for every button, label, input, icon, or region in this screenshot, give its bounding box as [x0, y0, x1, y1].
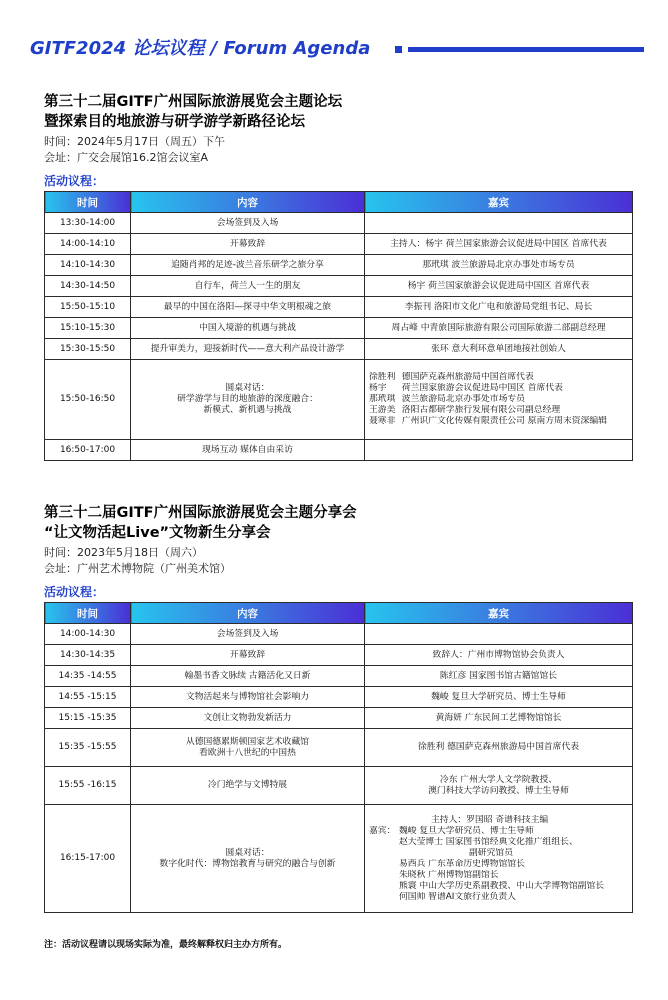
- column-header-time: 时间: [45, 603, 131, 624]
- table-row-roundtable: [45, 805, 633, 913]
- guest-line: 何国帅 智谱AI文旅行业负责人: [399, 891, 516, 902]
- table-row: [45, 729, 633, 767]
- forum-1-agenda-table: [44, 191, 633, 461]
- row-time: 15:15 -15:35: [45, 708, 131, 729]
- table-row: [45, 213, 633, 234]
- row-guests: 主持人：杨宇 荷兰国家旅游会议促进局中国区 首席代表: [365, 234, 633, 255]
- row-content: 自行车，荷兰人一生的朋友: [131, 276, 365, 297]
- guest-name: 杨宇: [369, 383, 387, 393]
- column-header-content: 内容: [131, 192, 365, 213]
- row-guests: 张环 意大利环意单团地接社创始人: [365, 339, 633, 360]
- row-content: 追随肖邦的足迹-波兰音乐研学之旅分享: [131, 255, 365, 276]
- row-time: 14:10-14:30: [45, 255, 131, 276]
- forum-1-title-line-1: 第三十二届GITF广州国际旅游展览会主题论坛: [44, 94, 343, 110]
- guest-line: 冷东 广州大学人文学院教授、: [439, 774, 558, 785]
- row-time: 13:30-14:00: [45, 213, 131, 234]
- guest-name: 聂寒非: [369, 416, 396, 426]
- row-guests: 那玳琪 波兰旅游局北京办事处市场专员: [365, 255, 633, 276]
- column-header-content: 内容: [131, 603, 365, 624]
- row-guests: 陈红彦 国家图书馆古籍馆馆长: [365, 666, 633, 687]
- content-line: 圆桌对话：: [225, 383, 270, 393]
- row-content: 开幕致辞: [131, 645, 365, 666]
- guest-line: 澳门科技大学访问教授、博士生导师: [428, 785, 569, 796]
- guest-line: 赵大莹博士 国家图书馆经典文化推广组组长、: [399, 836, 578, 847]
- row-content: [131, 729, 365, 767]
- table-row: [45, 255, 633, 276]
- guest-line: [369, 416, 628, 427]
- host-line: 主持人：罗国昭 奇谱科技主编: [431, 814, 549, 825]
- forum-2-agenda-label: 活动议程：: [44, 585, 105, 599]
- guest-line: 副研究馆员: [469, 847, 513, 858]
- row-guests: [365, 624, 633, 645]
- table-row: [45, 297, 633, 318]
- row-time: 14:55 -15:15: [45, 687, 131, 708]
- row-content: 文创让文物勃发新活力: [131, 708, 365, 729]
- forum-1-title-line-2: 暨探索目的地旅游与研学游学新路径论坛: [44, 114, 305, 130]
- row-content: 会场签到及入场: [131, 213, 365, 234]
- footnote: 注：活动议程请以现场实际为准，最终解释权归主办方所有。: [44, 940, 288, 950]
- row-content: 文物活起来与博物馆社会影响力: [131, 687, 365, 708]
- forum-1-venue: 会址：广交会展馆16.2馆会议室A: [44, 151, 209, 164]
- guests-label: 嘉宾：: [369, 825, 396, 836]
- guest-line: 熊寰 中山大学历史系副教授、中山大学博物馆副馆长: [399, 880, 605, 891]
- table-row: [45, 767, 633, 805]
- row-guests: 杨宇 荷兰国家旅游会议促进局中国区 首席代表: [365, 276, 633, 297]
- content-line: 新模式、新机遇与挑战: [203, 405, 292, 415]
- row-content: 现场互动 媒体自由采访: [131, 440, 365, 461]
- row-time: 14:00-14:30: [45, 624, 131, 645]
- table-row: [45, 318, 633, 339]
- forum-1-agenda-label: 活动议程：: [44, 174, 105, 188]
- row-time: 15:50-16:50: [45, 360, 131, 440]
- header-square-decoration: [395, 46, 402, 53]
- row-guests: [365, 360, 633, 440]
- row-guests: 李振刊 洛阳市文化广电和旅游局党组书记、局长: [365, 297, 633, 318]
- row-guests: [365, 440, 633, 461]
- guest-line: [369, 826, 628, 837]
- row-content: 会场签到及入场: [131, 624, 365, 645]
- table-row: [45, 234, 633, 255]
- forum-2-time: 时间：2023年5月18日（周六）: [44, 546, 203, 559]
- row-time: 14:00-14:10: [45, 234, 131, 255]
- guest-desc: 魏峻 复旦大学研究员、博士生导师: [399, 825, 534, 836]
- guest-line: 易西兵 广东革命历史博物馆馆长: [399, 858, 525, 869]
- table-row: [45, 708, 633, 729]
- page-title: GITF2024 论坛议程 / Forum Agenda: [30, 38, 371, 59]
- forum-2-title-line-2: “让文物活起Live”文物新生分享会: [44, 525, 271, 541]
- table-row: [45, 666, 633, 687]
- content-line: 圆桌对话：: [225, 847, 270, 858]
- table-row: [45, 624, 633, 645]
- guest-name: 那玳琪: [369, 394, 396, 404]
- row-time: 15:10-15:30: [45, 318, 131, 339]
- row-time: 15:30-15:50: [45, 339, 131, 360]
- forum-2-agenda-table: [44, 602, 633, 913]
- row-content: [131, 805, 365, 913]
- content-line: 研学游学与目的地旅游的深度融合：: [177, 394, 318, 404]
- row-content: 提升审美力，迎接新时代——意大利产品设计游学: [131, 339, 365, 360]
- row-time: 16:15-17:00: [45, 805, 131, 913]
- guest-line: 朱晓秋 广州博物馆副馆长: [399, 869, 499, 880]
- table-header-row: [45, 603, 633, 624]
- table-row-roundtable: [45, 360, 633, 440]
- guest-name: 徐胜利: [369, 372, 396, 382]
- row-time: 16:50-17:00: [45, 440, 131, 461]
- row-guests: 周占峰 中青旅国际旅游有限公司国际旅游二部副总经理: [365, 318, 633, 339]
- row-guests: [365, 213, 633, 234]
- forum-1-time: 时间：2024年5月17日（周五）下午: [44, 135, 225, 148]
- row-content: [131, 360, 365, 440]
- row-time: 15:35 -15:55: [45, 729, 131, 767]
- row-content: 中国入境游的机遇与挑战: [131, 318, 365, 339]
- row-guests: 魏峻 复旦大学研究员、博士生导师: [365, 687, 633, 708]
- page-header: [0, 30, 668, 64]
- table-row: [45, 440, 633, 461]
- table-row: [45, 645, 633, 666]
- guest-line: [369, 372, 628, 383]
- row-time: 15:55 -16:15: [45, 767, 131, 805]
- column-header-time: 时间: [45, 192, 131, 213]
- guest-desc: 荷兰国家旅游会议促进局中国区 首席代表: [401, 383, 563, 393]
- guest-name: 王游美: [369, 405, 396, 415]
- guest-desc: 广州识广文化传媒有限责任公司 原南方周末资深编辑: [401, 416, 607, 426]
- column-header-guests: 嘉宾: [365, 603, 633, 624]
- table-row: [45, 276, 633, 297]
- row-time: 14:30-14:50: [45, 276, 131, 297]
- row-guests: 致辞人：广州市博物馆协会负责人: [365, 645, 633, 666]
- row-time: 14:35 -14:55: [45, 666, 131, 687]
- row-guests: 黄海妍 广东民间工艺博物馆馆长: [365, 708, 633, 729]
- content-line: 从德国德累斯顿国家艺术收藏馆: [185, 736, 310, 747]
- guest-line: [369, 394, 628, 405]
- row-content: 最早的中国在洛阳—探寻中华文明根魂之旅: [131, 297, 365, 318]
- guest-desc: 德国萨克森州旅游局中国首席代表: [401, 372, 534, 382]
- row-guests: [365, 805, 633, 913]
- forum-2-section: [44, 503, 632, 913]
- table-header-row: [45, 192, 633, 213]
- forum-1-section: [44, 92, 632, 461]
- row-guests: [365, 767, 633, 805]
- column-header-guests: 嘉宾: [365, 192, 633, 213]
- content-line: 看欧洲十八世纪的中国热: [199, 747, 296, 758]
- content-line: 数字化时代：博物馆教育与研究的融合与创新: [159, 858, 336, 869]
- forum-2-venue: 会址：广州艺术博物院（广州美术馆）: [44, 562, 231, 575]
- row-guests: 徐胜利 德国萨克森州旅游局中国首席代表: [365, 729, 633, 767]
- header-rule-decoration: [408, 47, 644, 52]
- forum-2-title-line-1: 第三十二届GITF广州国际旅游展览会主题分享会: [44, 505, 357, 521]
- row-time: 14:30-14:35: [45, 645, 131, 666]
- row-content: 开幕致辞: [131, 234, 365, 255]
- guest-desc: 洛阳古都研学旅行发展有限公司副总经理: [401, 405, 561, 415]
- row-content: 翰墨书香文脉续 古籍活化又日新: [131, 666, 365, 687]
- guest-desc: 波兰旅游局北京办事处市场专员: [401, 394, 525, 404]
- table-row: [45, 339, 633, 360]
- row-time: 15:50-15:10: [45, 297, 131, 318]
- guest-line: [369, 405, 628, 416]
- table-row: [45, 687, 633, 708]
- row-content: 冷门绝学与文博特展: [131, 767, 365, 805]
- guest-line: [369, 383, 628, 394]
